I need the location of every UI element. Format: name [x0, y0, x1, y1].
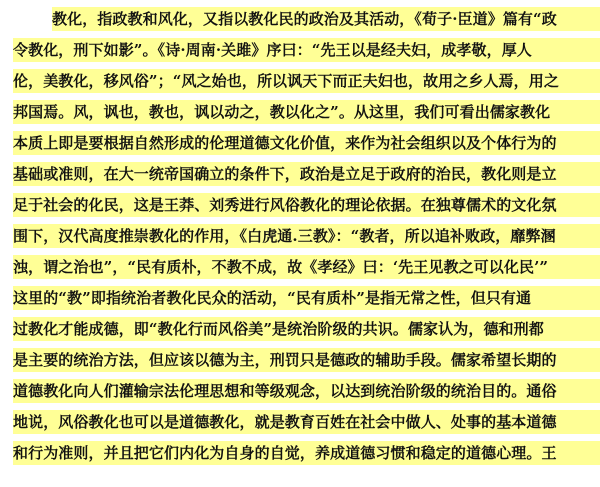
- text-line-15: 和行为准则，并且把它们内化为自身的自觉，养成道德习惯和稳定的道德心理。王: [13, 441, 600, 465]
- text-line-5: 本质上即是要根据自然形成的伦理道德文化价值，来作为社会组织以及个体行为的: [13, 131, 600, 155]
- text-line-6: 基础或准则，在大一统帝国确立的条件下，政治是立足于政府的治民，教化则是立: [13, 162, 600, 186]
- text-line-9: 浊，谓之治也”，“民有质朴，不教不成，故《孝经》曰：‘先王见教之可以化民’”: [13, 255, 600, 279]
- text-line-3: 伦，美教化，移风俗”；“风之始也，所以讽天下而正夫妇也，故用之乡人焉，用之: [13, 69, 600, 93]
- text-line-4: 邦国焉。风，讽也，教也，讽以动之，教以化之”。从这里，我们可看出儒家教化: [13, 100, 600, 124]
- text-line-11: 过教化才能成德，即“教化行而风俗美”是统治阶级的共识。儒家认为，德和刑都: [13, 317, 600, 341]
- text-line-12: 是主要的统治方法，但应该以德为主，刑罚只是德政的辅助手段。儒家希望长期的: [13, 348, 600, 372]
- text-line-8: 围下，汉代高度推崇教化的作用，《白虎通.三教》：“教者，所以追补败政，靡弊溷: [13, 224, 600, 248]
- text-line-10: 这里的“教”即指统治者教化民众的活动，“民有质朴”是指无常之性，但只有通: [13, 286, 600, 310]
- text-line-14: 地说，风俗教化也可以是道德教化，就是教育百姓在社会中做人、处事的基本道德: [13, 410, 600, 434]
- text-line-7: 足于社会的化民，这是王莽、刘秀进行风俗教化的理论依据。在独尊儒术的文化氛: [13, 193, 600, 217]
- text-line-2: 令教化，刑下如影”。《诗·周南·关雎》序曰：“先王以是经夫妇，成孝敬，厚人: [13, 38, 600, 62]
- text-line-13: 道德教化向人们灌输宗法伦理思想和等级观念，以达到统治阶级的统治目的。通俗: [13, 379, 600, 403]
- text-line-1: 教化，指政教和风化，又指以教化民的政治及其活动，《荀子·臣道》篇有“政: [52, 7, 600, 31]
